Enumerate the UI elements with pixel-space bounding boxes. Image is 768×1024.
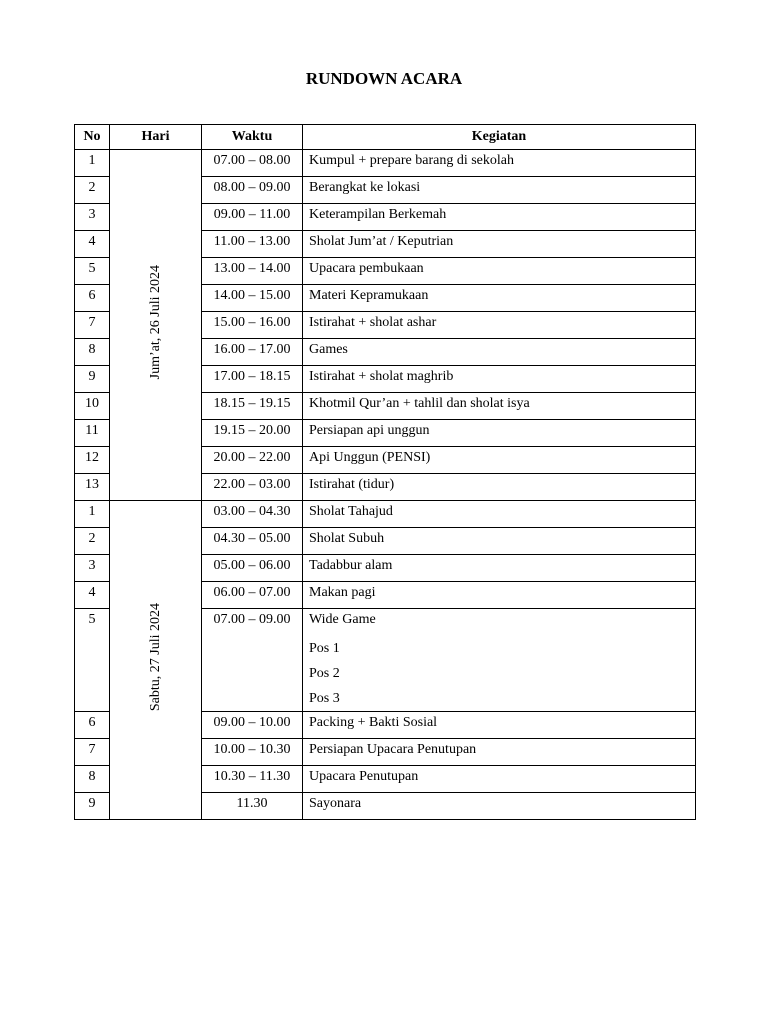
activity-text: Istirahat + sholat maghrib: [309, 369, 454, 384]
row-number: 4: [75, 582, 110, 609]
row-number: 10: [75, 393, 110, 420]
row-number: 9: [75, 793, 110, 820]
row-number: 6: [75, 285, 110, 312]
day-cell: [110, 501, 202, 820]
row-number: 6: [75, 712, 110, 739]
activity-cell: [303, 793, 696, 820]
day-label: Jum’at, 26 Juli 2024: [147, 264, 163, 380]
activity-cell: [303, 555, 696, 582]
row-number: 1: [75, 501, 110, 528]
activity-text: Persiapan Upacara Penutupan: [309, 742, 477, 757]
activity-subitem: Pos 2: [309, 666, 340, 681]
activity-cell: [303, 501, 696, 528]
activity-cell: [303, 582, 696, 609]
time-cell: 09.00 – 10.00: [202, 712, 303, 739]
time-cell: 13.00 – 14.00: [202, 258, 303, 285]
row-number: 11: [75, 420, 110, 447]
day-label: Sabtu, 27 Juli 2024: [147, 602, 163, 712]
activity-cell: [303, 766, 696, 793]
activity-text: Kumpul + prepare barang di sekolah: [309, 153, 514, 168]
time-cell: 07.00 – 09.00: [202, 609, 303, 712]
activity-cell: [303, 712, 696, 739]
time-cell: 15.00 – 16.00: [202, 312, 303, 339]
activity-cell: [303, 312, 696, 339]
time-cell: 22.00 – 03.00: [202, 474, 303, 501]
table-row: [75, 150, 696, 177]
activity-cell: [303, 528, 696, 555]
row-number: 7: [75, 739, 110, 766]
time-cell: 20.00 – 22.00: [202, 447, 303, 474]
activity-text: Sholat Tahajud: [309, 504, 393, 519]
row-number: 9: [75, 366, 110, 393]
time-cell: 19.15 – 20.00: [202, 420, 303, 447]
row-number: 13: [75, 474, 110, 501]
time-cell: 04.30 – 05.00: [202, 528, 303, 555]
time-cell: 16.00 – 17.00: [202, 339, 303, 366]
activity-text: Sayonara: [309, 796, 362, 811]
activity-text: Khotmil Qur’an + tahlil dan sholat isya: [309, 396, 530, 411]
table-header: [75, 125, 696, 150]
activity-text: Berangkat ke lokasi: [309, 180, 421, 195]
activity-cell: [303, 474, 696, 501]
activity-text: Istirahat (tidur): [309, 477, 395, 492]
activity-text: Api Unggun (PENSI): [309, 450, 431, 465]
activity-cell: [303, 420, 696, 447]
activity-text: Persiapan api unggun: [309, 423, 430, 438]
activity-text: Istirahat + sholat ashar: [309, 315, 437, 330]
activity-cell: [303, 231, 696, 258]
header-kegiatan: Kegiatan: [303, 125, 696, 150]
activity-cell: [303, 177, 696, 204]
row-number: 8: [75, 339, 110, 366]
activity-cell: [303, 739, 696, 766]
time-cell: 08.00 – 09.00: [202, 177, 303, 204]
activity-text: Upacara Penutupan: [309, 769, 419, 784]
row-number: 5: [75, 609, 110, 712]
time-cell: 11.30: [202, 793, 303, 820]
activity-text: Games: [309, 342, 348, 357]
activity-text: Packing + Bakti Sosial: [309, 715, 438, 730]
time-cell: 03.00 – 04.30: [202, 501, 303, 528]
header-hari: Hari: [110, 125, 202, 150]
activity-text: Tadabbur alam: [309, 558, 393, 573]
activity-text: Wide Game: [309, 612, 376, 627]
time-cell: 06.00 – 07.00: [202, 582, 303, 609]
row-number: 4: [75, 231, 110, 258]
activity-text: Sholat Subuh: [309, 531, 385, 546]
activity-cell: [303, 609, 696, 712]
time-cell: 17.00 – 18.15: [202, 366, 303, 393]
table-row: [75, 501, 696, 528]
time-cell: 09.00 – 11.00: [202, 204, 303, 231]
activity-cell: [303, 150, 696, 177]
day-cell: [110, 150, 202, 501]
activity-text: Upacara pembukaan: [309, 261, 424, 276]
row-number: 7: [75, 312, 110, 339]
row-number: 1: [75, 150, 110, 177]
header-row: [75, 125, 696, 150]
activity-cell: [303, 258, 696, 285]
time-cell: 07.00 – 08.00: [202, 150, 303, 177]
time-cell: 05.00 – 06.00: [202, 555, 303, 582]
activity-cell: [303, 366, 696, 393]
time-cell: 11.00 – 13.00: [202, 231, 303, 258]
activity-cell: [303, 447, 696, 474]
activity-subitem: Pos 3: [309, 691, 340, 706]
time-cell: 10.30 – 11.30: [202, 766, 303, 793]
activity-text: Sholat Jum’at / Keputrian: [309, 234, 454, 249]
row-number: 3: [75, 555, 110, 582]
page-title: RUNDOWN ACARA: [305, 69, 463, 88]
row-number: 3: [75, 204, 110, 231]
activity-cell: [303, 204, 696, 231]
activity-text: Makan pagi: [309, 585, 376, 600]
rundown-table: [74, 124, 696, 820]
row-number: 2: [75, 177, 110, 204]
time-cell: 14.00 – 15.00: [202, 285, 303, 312]
row-number: 12: [75, 447, 110, 474]
header-waktu: Waktu: [202, 125, 303, 150]
row-number: 8: [75, 766, 110, 793]
row-number: 2: [75, 528, 110, 555]
header-no: No: [75, 125, 110, 150]
activity-text: Keterampilan Berkemah: [309, 207, 447, 222]
activity-subitem: Pos 1: [309, 641, 340, 656]
time-cell: 10.00 – 10.30: [202, 739, 303, 766]
row-number: 5: [75, 258, 110, 285]
activity-cell: [303, 393, 696, 420]
activity-text: Materi Kepramukaan: [309, 288, 429, 303]
activity-cell: [303, 285, 696, 312]
table-body: [75, 150, 696, 820]
activity-cell: [303, 339, 696, 366]
time-cell: 18.15 – 19.15: [202, 393, 303, 420]
